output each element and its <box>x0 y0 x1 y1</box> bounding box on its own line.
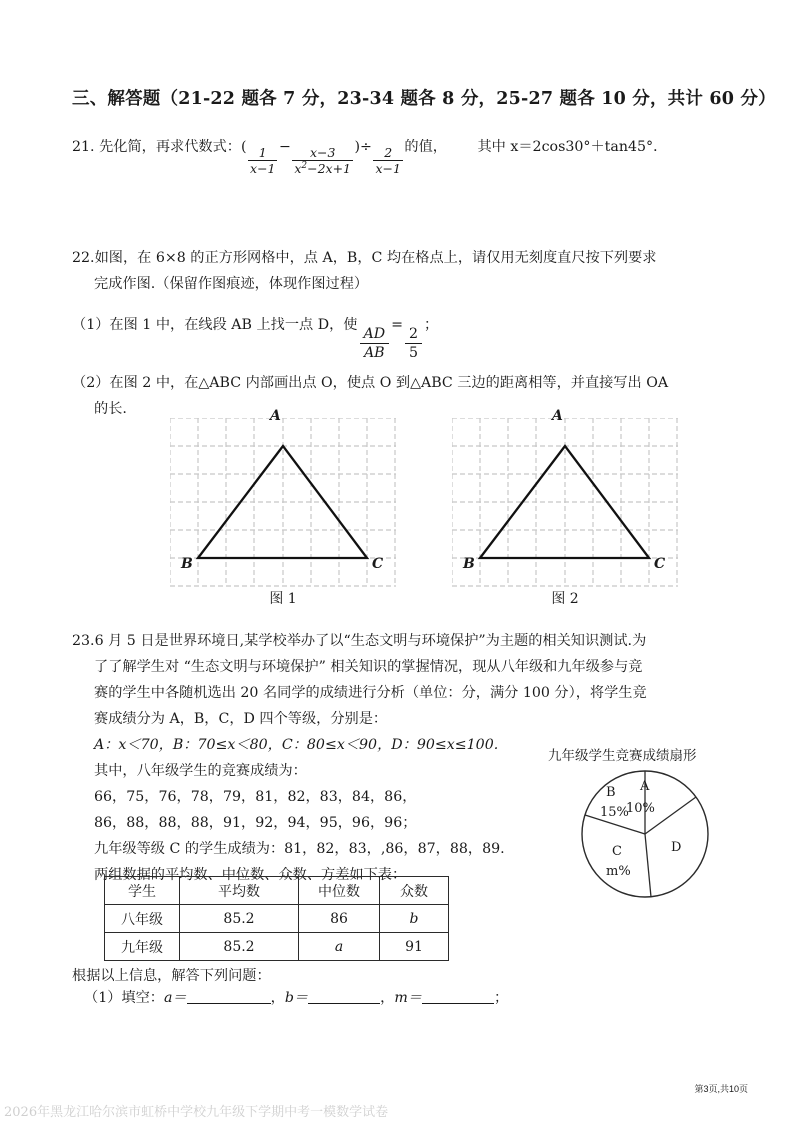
fill-label-m: m＝ <box>394 990 422 1006</box>
q22-ratio-ad-ab <box>359 326 389 362</box>
table-header-median: 中位数 <box>299 877 380 905</box>
q23-grade9-c-scores: 九年级等级 C 的学生成绩为：81，82，83，,86，87，88，89. <box>94 841 505 857</box>
pie-chart <box>578 768 712 904</box>
figure-1 <box>170 408 396 592</box>
pie-slice-label-a: A <box>640 779 650 794</box>
q22-number: 22. <box>72 250 95 266</box>
q21-frac3-numerator: 2 <box>384 145 393 161</box>
table-cell-grade8-median: 86 <box>299 905 380 933</box>
q21-number: 21. <box>72 139 95 155</box>
q23-line-4: 赛成绩分为 A，B，C，D 四个等级，分别是： <box>94 711 388 727</box>
fill-end: ； <box>493 990 509 1006</box>
q22-part-1 <box>72 312 438 361</box>
pie-slice-percent-a: 10% <box>626 801 655 816</box>
figure-2 <box>452 408 678 592</box>
figure-2-label-b: B <box>463 556 475 572</box>
q22-part2-line1: （2）在图 2 中，在△ABC 内部画出点 O，使点 O 到△ABC 三边的距离相等，并直接写出 OA <box>72 375 669 391</box>
page-number: 第3页,共10页 <box>694 1084 748 1094</box>
q21-frac3-denominator: x−1 <box>375 160 401 176</box>
question-21 <box>72 134 667 175</box>
q23-line-6: 其中，八年级学生的竞赛成绩为： <box>94 763 307 779</box>
q22-ratio-value <box>405 326 422 362</box>
table-cell-grade8-mode: b <box>380 905 449 933</box>
section-heading: 三、解答题（21-22 题各 7 分，23-34 题各 8 分，25-27 题各 10 分，共计 60 分） <box>72 89 776 109</box>
q21-open-paren: ( <box>240 139 247 155</box>
table-cell-grade9-name: 九年级 <box>105 933 180 961</box>
q21-frac1-numerator: 1 <box>258 145 267 161</box>
q21-minus: − <box>278 139 291 155</box>
table-cell-grade9-median: a <box>299 933 380 961</box>
q22-ratio-numerator: AD <box>363 325 386 342</box>
figure-2-label-a: A <box>552 408 563 424</box>
q22-part-2 <box>72 370 744 422</box>
q21-frac2-numerator: x−3 <box>309 145 336 161</box>
fill-separator-2: ， <box>380 990 395 1006</box>
table-cell-grade8-name: 八年级 <box>105 905 180 933</box>
q23-number: 23. <box>72 633 95 649</box>
q22-part1-prefix: （1）在图 1 中，在线段 AB 上找一点 D，使 <box>72 317 358 333</box>
q23-line-3: 赛的学生中各随机选出 20 名同学的成绩进行分析（单位：分，满分 100 分），将学生竞 <box>94 685 647 701</box>
figure-1-grid-svg <box>170 418 396 588</box>
q23-line1-text: 6 月 5 日是世界环境日,某学校举办了以“生态文明与环境保护”为主题的相关知识测试.为 <box>94 633 647 649</box>
blank-field-b[interactable] <box>308 990 380 1004</box>
q22-part2-line2: 的长. <box>94 401 127 417</box>
q21-divide-sign: ÷ <box>360 139 372 155</box>
fill-label-b: b＝ <box>284 990 309 1006</box>
q21-frac2-denominator <box>292 160 353 176</box>
table-cell-grade9-mode: 91 <box>380 933 449 961</box>
q21-frac1-denominator: x−1 <box>250 160 276 176</box>
q21-frac2-den-rest: −2x+1 <box>307 160 351 176</box>
table-row <box>105 905 449 933</box>
pie-slice-label-d: D <box>671 840 682 855</box>
q22-ratio-denominator: AB <box>360 343 389 361</box>
q22-part1-suffix: ； <box>424 317 439 333</box>
q23-fill-in-blanks <box>84 985 508 1011</box>
q21-condition: 其中 x＝2cos30°＋tan45°． <box>477 139 668 155</box>
q21-close-paren: ) <box>354 139 361 155</box>
blank-field-a[interactable] <box>187 990 271 1004</box>
figure-2-label-c: C <box>654 556 666 572</box>
q22-line1-text: 如图，在 6×8 的正方形网格中，点 A，B，C 均在格点上，请仅用无刻度直尺按下列要求 <box>94 250 657 266</box>
q22-value-denominator: 5 <box>405 343 422 361</box>
q22-value-numerator: 2 <box>408 325 419 342</box>
pie-slice-percent-b: 15% <box>600 805 629 820</box>
q21-frac2-den-base: x <box>294 160 302 176</box>
table-row <box>105 933 449 961</box>
q23-after-table: 根据以上信息，解答下列问题： <box>72 968 271 984</box>
table-header-mean: 平均数 <box>180 877 299 905</box>
q23-table-intro: 两组数据的平均数、中位数、众数、方差如下表： <box>94 867 407 883</box>
figure-2-grid-svg <box>452 418 678 588</box>
pie-slice-percent-c: m% <box>606 864 631 879</box>
q22-line-2: 完成作图.（保留作图痕迹，体现作图过程） <box>94 276 369 292</box>
q21-frac2-den-exponent: 2 <box>301 160 308 171</box>
q22-ratio-equals: = <box>391 317 403 333</box>
q21-fraction-2 <box>292 146 353 175</box>
figure-2-caption: 图 2 <box>551 591 579 607</box>
document-title-footer: 2026年黑龙江哈尔滨市虹桥中学校九年级下学期中考一模数学试卷 <box>4 1105 389 1120</box>
table-header-student: 学生 <box>105 877 180 905</box>
fill-separator-1: ， <box>270 990 285 1006</box>
q21-tail: 的值， <box>404 139 447 155</box>
pie-chart-title: 九年级学生竞赛成绩扇形 <box>548 748 697 764</box>
q21-lead: 先化简，再求代数式： <box>99 139 241 155</box>
question-22 <box>72 245 744 297</box>
pie-boundary-c-end <box>645 834 651 897</box>
figure-1-label-c: C <box>372 556 384 572</box>
q23-grade-ranges: A：x＜70，B：70≤x＜80，C：80≤x＜90，D：90≤x≤100. <box>94 737 499 753</box>
table-cell-grade9-mean: 85.2 <box>180 933 299 961</box>
figure-1-caption: 图 1 <box>269 591 297 607</box>
pie-slice-label-c: C <box>612 844 622 859</box>
blank-field-m[interactable] <box>422 990 494 1004</box>
q22-line-1 <box>72 245 744 271</box>
statistics-table <box>104 876 449 961</box>
pie-slice-label-b: B <box>606 785 616 800</box>
q23-line-1 <box>72 628 744 654</box>
figure-1-label-a: A <box>270 408 281 424</box>
q21-fraction-1 <box>248 146 277 175</box>
table-cell-grade8-mean: 85.2 <box>180 905 299 933</box>
fill-prefix: （1）填空： <box>84 990 164 1006</box>
figure-1-label-b: B <box>181 556 193 572</box>
figure-1-gridlines <box>170 418 396 586</box>
figure-2-gridlines <box>452 418 678 586</box>
q23-line-2: 了了解学生对 “生态文明与环境保护” 相关知识的掌握情况，现从八年级和九年级参与竞 <box>94 659 643 675</box>
table-header-mode: 众数 <box>380 877 449 905</box>
table-header-row <box>105 877 449 905</box>
q23-grade8-scores-row2: 86，88，88，88，91，92，94，95，96，96； <box>94 815 417 831</box>
fill-label-a: a＝ <box>163 990 187 1006</box>
q21-fraction-3 <box>373 146 402 175</box>
q23-grade8-scores-row1: 66，75，76，78，79，81，82，83，84，86， <box>94 789 417 805</box>
